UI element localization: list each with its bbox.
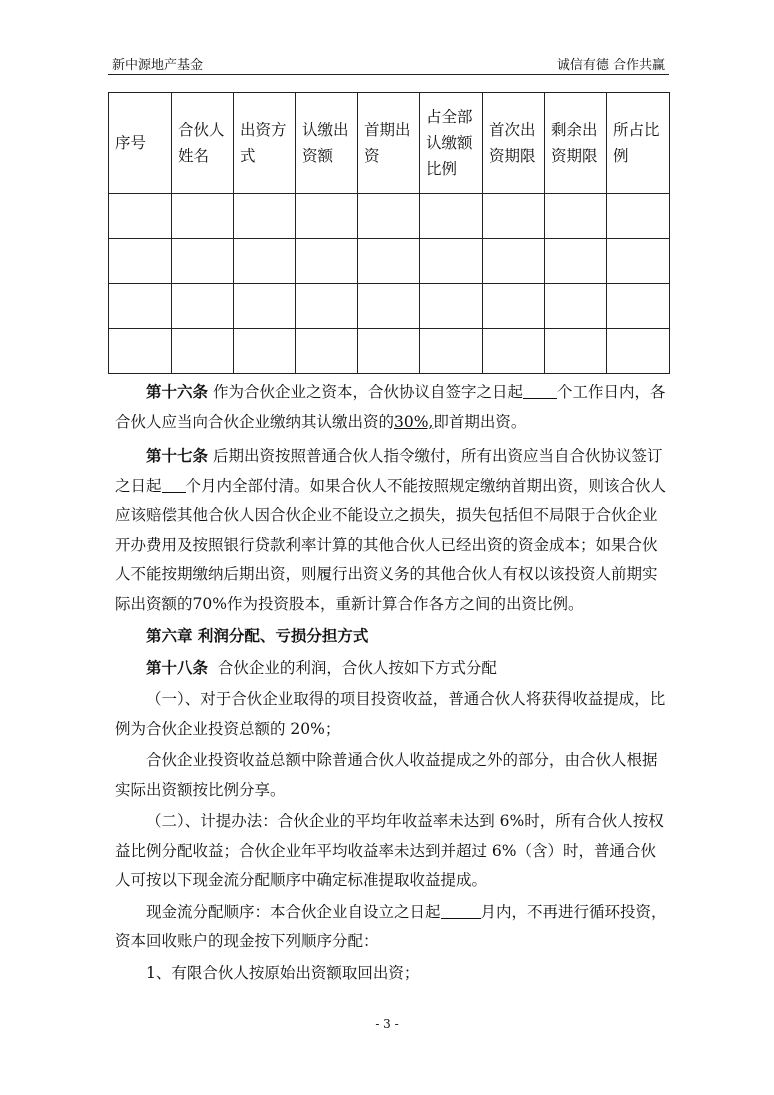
- paragraph-5: 1、有限合伙人按原始出资额取回出资；: [146, 963, 420, 982]
- table-row: [109, 284, 670, 329]
- page-header: [108, 52, 669, 75]
- header-cell-index: 序号: [109, 93, 172, 194]
- paragraph-1: （一）、对于合伙企业取得的项目投资收益，普通合伙人将获得收益提成，比例为合伙企业投资总额的 20%；: [115, 690, 666, 738]
- paragraph-4: 现金流分配顺序：本合伙企业自设立之日起 月内，不再进行循环投资，资本回收账户的现金按下列顺序分配：: [115, 898, 670, 957]
- article-17-title: 第十七条: [146, 446, 209, 465]
- paragraph-2: 合伙企业投资收益总额中除普通合伙人收益提成之外的部分，由合伙人根据实际出资额按比例分享。: [115, 751, 658, 799]
- header-left: 新中源地产基金: [112, 58, 204, 73]
- header-cell-partner-name: 合伙人 姓名: [172, 93, 234, 194]
- header-cell-subscribed-amount: 认缴出 资额: [296, 93, 358, 194]
- article-17: 第十七条 后期出资按照普通合伙人指令缴付，所有出资应当自合伙协议签订之日起 个月内全部付清。如果合伙人不能按照规定缴纳首期出资，则该合伙人应该赔偿其他合伙人因合伙企业不能设立之损失，损失包括但不局限于合伙企业开办费用及按照银行贷款利率计算的其他合伙人已经出资的资金成本；如果合伙人不能按期缴纳后期出资，则履行出资义务的其他合伙人有权以该投资人前期实际出资额的70%作为投资股本，重新计算合作各方之间的出资比例。: [115, 446, 667, 613]
- contribution-table: [108, 92, 670, 374]
- blank-months: [162, 474, 186, 493]
- article-16: 第十六条 作为合伙企业之资本，合伙协议自签字之日起 个工作日内，各合伙人应当向合伙企业缴纳其认缴出资的30%,即首期出资。: [115, 382, 666, 431]
- header-cell-contribution-method: 出资方 式: [234, 93, 296, 194]
- chapter-6-heading: 第六章 利润分配、亏损分担方式: [146, 626, 369, 645]
- table-row: [109, 329, 670, 374]
- header-cell-first-contribution: 首期出 资: [358, 93, 420, 194]
- blank-months-2: [441, 900, 481, 919]
- paragraph-3: （二）、计提办法：合伙企业的平均年收益率未达到 6%时，所有合伙人按权益比例分配收益；合伙企业年平均收益率未达到并超过 6%（含）时，普通合伙人可按以下现金流分配顺序中确定标准提取收益提成。: [115, 812, 664, 889]
- article-16-title: 第十六条: [146, 382, 209, 401]
- page-number: - 3 -: [375, 1017, 399, 1031]
- article-18-title: 第十八条: [146, 657, 209, 677]
- table-header-row: [109, 93, 670, 194]
- header-cell-ratio: 所占比 例: [607, 93, 670, 194]
- article-18: 第十八条 合伙企业的利润，合伙人按如下方式分配: [146, 657, 497, 677]
- blank-days: [523, 380, 557, 399]
- header-cell-remaining-deadline: 剩余出 资期限: [545, 93, 607, 194]
- header-cell-share-of-total: 占全部 认缴额 比例: [420, 93, 483, 194]
- table-row: [109, 194, 670, 239]
- header-right: 诚信有德 合作共赢: [556, 58, 665, 73]
- document-body: [115, 377, 670, 988]
- first-payment-percent: 30%,: [394, 412, 434, 431]
- table-row: [109, 239, 670, 284]
- header-cell-first-deadline: 首次出 资期限: [483, 93, 545, 194]
